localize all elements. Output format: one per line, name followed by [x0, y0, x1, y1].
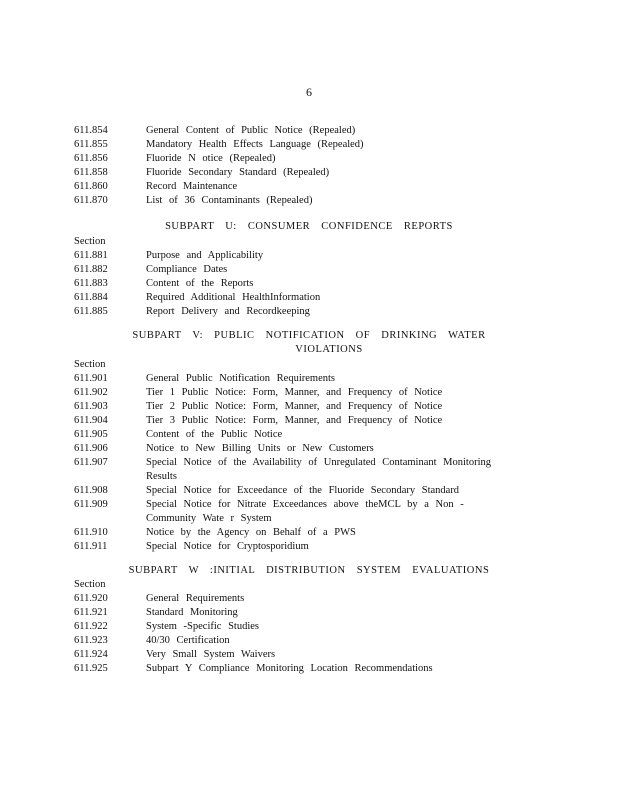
list-item [0, 277, 618, 291]
list-item [0, 305, 618, 319]
section-number: 611.905 [74, 429, 108, 440]
section-title: Purpose and Applicability [146, 250, 264, 261]
section-number: 611.860 [74, 181, 108, 192]
section-title: General Requirements [146, 593, 245, 604]
section-number: 611.922 [74, 621, 108, 632]
subpart-heading-line-2: VIOLATIONS [295, 344, 363, 355]
section-label: Section [74, 579, 106, 590]
list-item [0, 456, 618, 484]
list-item [0, 194, 618, 208]
page-number: 6 [306, 85, 312, 99]
section-number: 611.856 [74, 153, 108, 164]
section-title: 40/30 Certification [146, 635, 230, 646]
list-item [0, 606, 618, 620]
section-title: Mandatory Health Effects Language (Repealed) [146, 139, 364, 150]
subpart-u-list [0, 235, 618, 319]
section-number: 611.903 [74, 401, 108, 412]
section-number: 611.906 [74, 443, 108, 454]
section-title: Notice to New Billing Units or New Customers [146, 443, 374, 454]
section-title: Fluoride Secondary Standard (Repealed) [146, 167, 330, 178]
list-item [0, 372, 618, 386]
section-number: 611.854 [74, 125, 108, 136]
list-item [0, 540, 618, 554]
section-number: 611.909 [74, 499, 108, 510]
section-number: 611.884 [74, 292, 108, 303]
list-item [0, 386, 618, 400]
section-number: 611.870 [74, 195, 108, 206]
section-number: 611.901 [74, 373, 108, 384]
list-item [0, 442, 618, 456]
list-item [0, 414, 618, 428]
list-item [0, 263, 618, 277]
section-number: 611.855 [74, 139, 108, 150]
section-number: 611.907 [74, 457, 108, 468]
section-number: 611.858 [74, 167, 108, 178]
section-title: Content of the Public Notice [146, 429, 283, 440]
section-number: 611.902 [74, 387, 108, 398]
section-title: System -Specific Studies [146, 621, 259, 632]
section-title: General Public Notification Requirements [146, 373, 335, 384]
list-item [0, 400, 618, 414]
list-item [0, 498, 618, 526]
list-item [0, 526, 618, 540]
section-title: Record Maintenance [146, 181, 238, 192]
list-item [0, 180, 618, 194]
section-label: Section [74, 236, 106, 247]
section-number: 611.925 [74, 663, 108, 674]
section-number: 611.920 [74, 593, 108, 604]
list-item [0, 124, 618, 138]
list-item [0, 592, 618, 606]
list-item [0, 620, 618, 634]
subpart-heading [0, 329, 618, 357]
subpart-u [0, 220, 618, 234]
section-title: Special Notice for Nitrate Exceedances above theMCL by a Non - Community Wate r System [146, 499, 464, 524]
section-label: Section [74, 359, 106, 370]
section-title: List of 36 Contaminants (Repealed) [146, 195, 313, 206]
list-item [0, 166, 618, 180]
section-number: 611.883 [74, 278, 108, 289]
list-item [0, 662, 618, 676]
section-number: 611.923 [74, 635, 108, 646]
list-item [0, 249, 618, 263]
section-title: Tier 3 Public Notice: Form, Manner, and Frequency of Notice [146, 415, 443, 426]
section-number: 611.921 [74, 607, 108, 618]
section-list-1 [0, 124, 618, 208]
subpart-v [0, 329, 618, 357]
section-title: Tier 2 Public Notice: Form, Manner, and Frequency of Notice [146, 401, 443, 412]
list-item [0, 152, 618, 166]
list-item [0, 634, 618, 648]
section-title: Special Notice for Exceedance of the Fluoride Secondary Standard [146, 485, 460, 496]
subpart-w [0, 564, 618, 578]
subpart-heading: SUBPART U: CONSUMER CONFIDENCE REPORTS [165, 221, 453, 232]
section-title: Report Delivery and Recordkeeping [146, 306, 310, 317]
section-number: 611.881 [74, 250, 108, 261]
list-item [0, 138, 618, 152]
section-number: 611.924 [74, 649, 108, 660]
section-title: Special Notice of the Availability of Unregulated Contaminant Monitoring Results [146, 457, 491, 482]
list-item [0, 484, 618, 498]
section-title: Compliance Dates [146, 264, 228, 275]
section-title: General Content of Public Notice (Repealed) [146, 125, 356, 136]
subpart-w-list [0, 578, 618, 676]
section-title: Notice by the Agency on Behalf of a PWS [146, 527, 356, 538]
section-number: 611.908 [74, 485, 108, 496]
subpart-heading: SUBPART W :INITIAL DISTRIBUTION SYSTEM EVALUATIONS [128, 565, 490, 576]
list-item [0, 428, 618, 442]
section-number: 611.910 [74, 527, 108, 538]
subpart-v-list [0, 358, 618, 554]
section-title: Subpart Y Compliance Monitoring Location Recommendations [146, 663, 433, 674]
section-title: Tier 1 Public Notice: Form, Manner, and Frequency of Notice [146, 387, 443, 398]
section-title: Fluoride N otice (Repealed) [146, 153, 276, 164]
section-number: 611.911 [74, 541, 108, 552]
section-title: Special Notice for Cryptosporidium [146, 541, 309, 552]
list-item [0, 291, 618, 305]
section-number: 611.882 [74, 264, 108, 275]
section-title: Standard Monitoring [146, 607, 238, 618]
subpart-heading-line-1: SUBPART V: PUBLIC NOTIFICATION OF DRINKING WATER [132, 330, 486, 341]
list-item [0, 648, 618, 662]
section-number: 611.904 [74, 415, 108, 426]
section-title: Very Small System Waivers [146, 649, 276, 660]
section-title: Content of the Reports [146, 278, 254, 289]
section-title: Required Additional HealthInformation [146, 292, 321, 303]
section-number: 611.885 [74, 306, 108, 317]
